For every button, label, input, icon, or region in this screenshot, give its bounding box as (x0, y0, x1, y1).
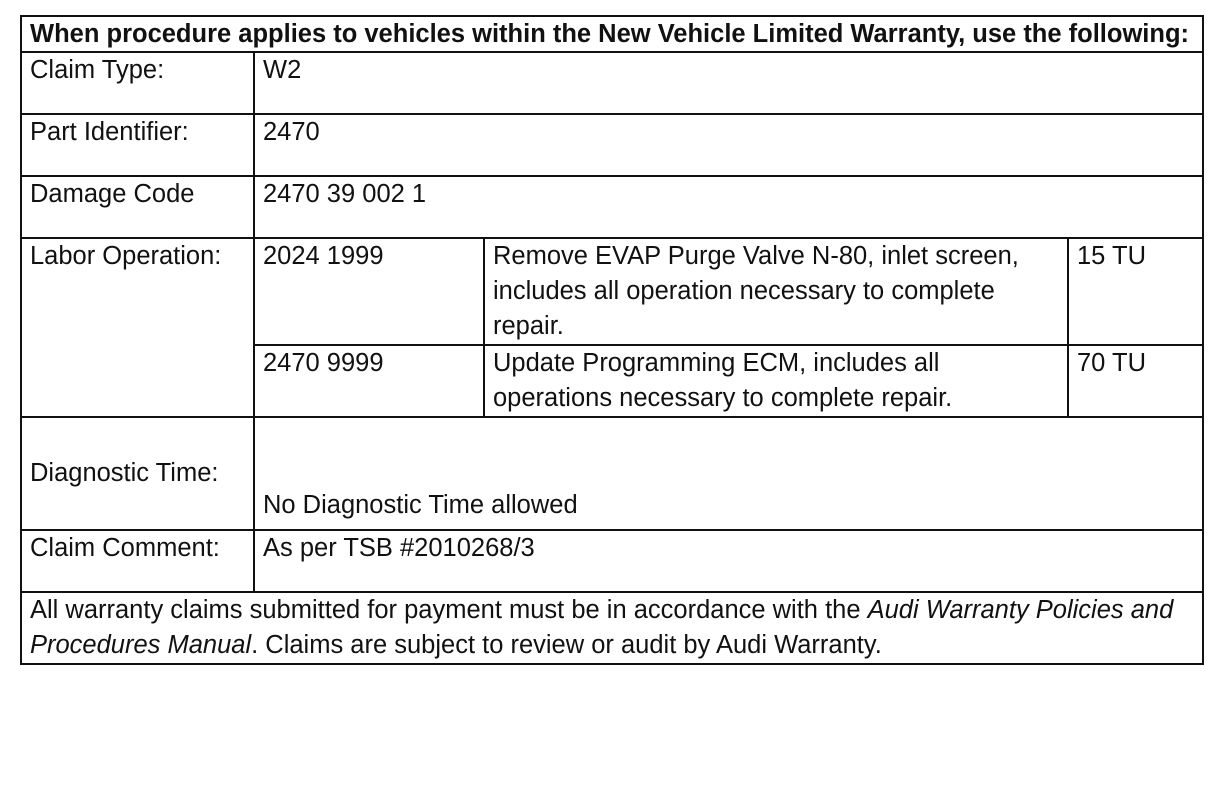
claim-type-row (21, 52, 1203, 114)
part-identifier-row (21, 114, 1203, 176)
damage-code-row (21, 176, 1203, 238)
part-identifier-label: Part Identifier: (21, 114, 254, 176)
labor-code: 2024 1999 (254, 238, 484, 345)
warranty-table (20, 15, 1204, 665)
claim-comment-value: As per TSB #2010268/3 (254, 530, 1203, 592)
labor-time: 70 TU (1068, 345, 1203, 417)
claim-comment-label: Claim Comment: (21, 530, 254, 592)
manual-title: Audi Warranty Policies and Procedures Manual (30, 596, 1174, 659)
footer-text-end: . Claims are subject to review or audit by Audi Warranty. (251, 631, 882, 659)
labor-description: Remove EVAP Purge Valve N-80, inlet screen, includes all operation necessary to complete repair. (484, 238, 1068, 345)
diagnostic-time-value: No Diagnostic Time allowed (254, 417, 1203, 530)
damage-code-value: 2470 39 002 1 (254, 176, 1203, 238)
damage-code-label: Damage Code (21, 176, 254, 238)
diagnostic-time-row (21, 417, 1203, 530)
labor-description: Update Programming ECM, includes all operations necessary to complete repair. (484, 345, 1068, 417)
diagnostic-time-label: Diagnostic Time: (21, 417, 254, 530)
warranty-header: When procedure applies to vehicles within the New Vehicle Limited Warranty, use the following: (21, 16, 1203, 52)
claim-type-value: W2 (254, 52, 1203, 114)
labor-operation-row (21, 238, 1203, 345)
part-identifier-value: 2470 (254, 114, 1203, 176)
labor-time: 15 TU (1068, 238, 1203, 345)
claim-type-label: Claim Type: (21, 52, 254, 114)
labor-code: 2470 9999 (254, 345, 484, 417)
labor-operation-label: Labor Operation: (21, 238, 254, 417)
header-row (21, 16, 1203, 52)
footer-text-start: All warranty claims submitted for payment must be in accordance with the (30, 596, 868, 624)
claim-comment-row (21, 530, 1203, 592)
warranty-footer-note (21, 592, 1203, 664)
footer-row (21, 592, 1203, 664)
